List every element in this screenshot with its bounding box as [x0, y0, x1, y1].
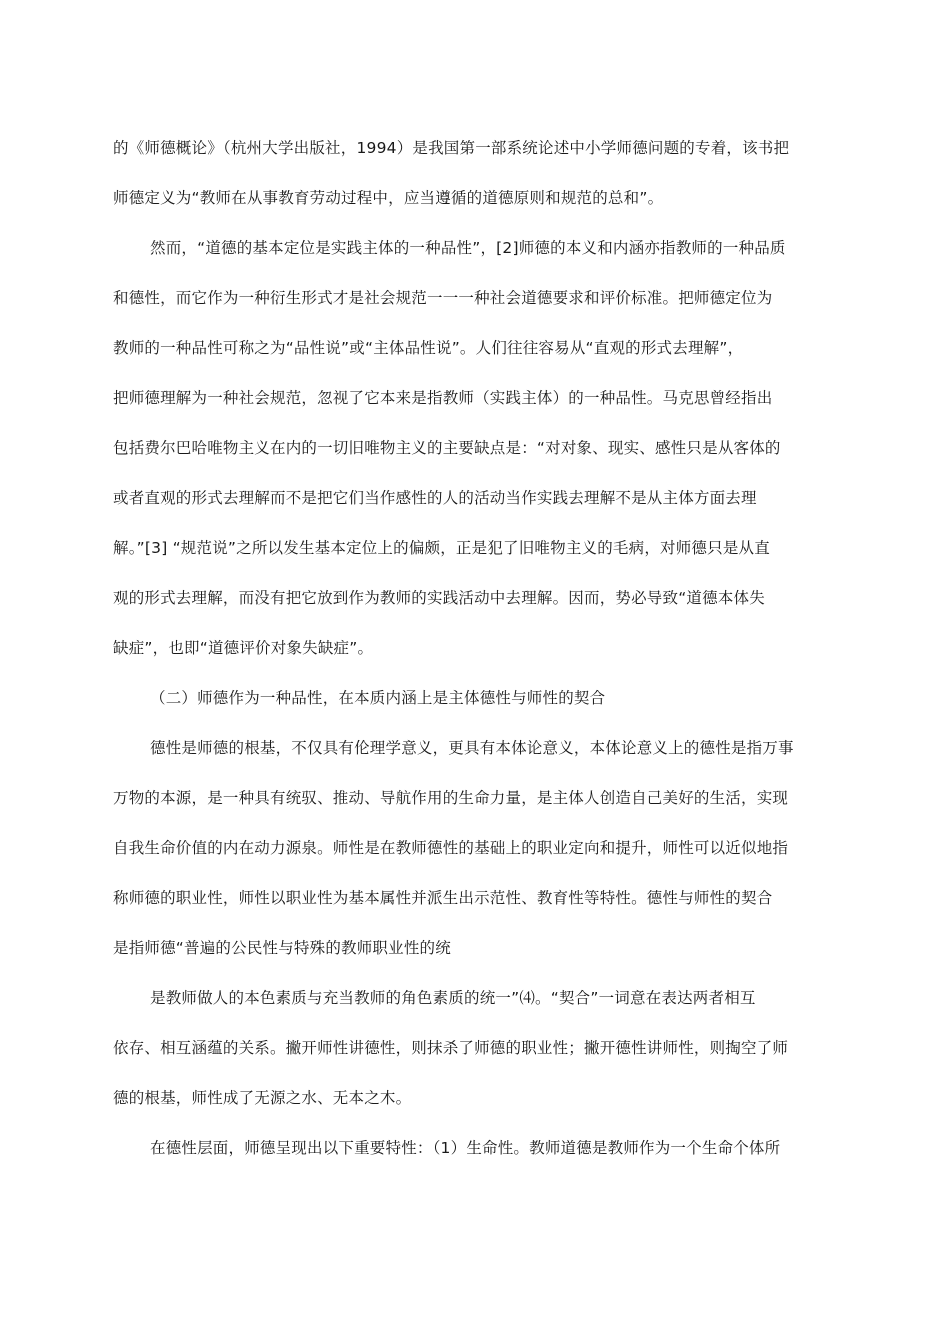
text-line: 万物的本源，是一种具有统驭、推动、导航作用的生命力量，是主体人创造自己美好的生活，实现 — [113, 789, 789, 807]
text-line: 把师德理解为一种社会规范，忽视了它本来是指教师（实践主体）的一种品性。马克思曾经指出 — [113, 389, 773, 407]
text-line: 观的形式去理解，而没有把它放到作为教师的实践活动中去理解。因而，势必导致“道德本体失 — [113, 589, 765, 607]
paragraph-start-line: 然而，“道德的基本定位是实践主体的一种品性”，[2]师德的本义和内涵亦指教师的一种品质 — [150, 239, 786, 257]
text-line: 和德性，而它作为一种衍生形式才是社会规范一一一种社会道德要求和评价标准。把师德定位为 — [113, 289, 773, 307]
paragraph-start-line: 德性是师德的根基，不仅具有伦理学意义，更具有本体论意义，本体论意义上的德性是指万事 — [150, 739, 794, 757]
text-line: 教师的一种品性可称之为“品性说”或“主体品性说”。人们往往容易从“直观的形式去理解”， — [113, 339, 744, 357]
paragraph-start-line: 是教师做人的本色素质与充当教师的角色素质的统一”⑷。“契合”一词意在表达两者相互 — [150, 989, 756, 1007]
text-line: 的《师德概论》（杭州大学出版社，1994）是我国第一部系统论述中小学师德问题的专着，该书把 — [113, 139, 790, 157]
text-line: 解。”[3] “规范说”之所以发生基本定位上的偏颇，正是犯了旧唯物主义的毛病，对师德只是从直 — [113, 539, 770, 557]
text-line: 称师德的职业性，师性以职业性为基本属性并派生出示范性、教育性等特性。德性与师性的契合 — [113, 889, 773, 907]
text-line: 依存、相互涵蕴的关系。撇开师性讲德性，则抹杀了师德的职业性；撇开德性讲师性，则掏空了师 — [113, 1039, 789, 1057]
text-line: 包括费尔巴哈唯物主义在内的一切旧唯物主义的主要缺点是：“对对象、现实、感性只是从客体的 — [113, 439, 781, 457]
section-heading: （二）师德作为一种品性，在本质内涵上是主体德性与师性的契合 — [150, 689, 606, 707]
text-line: 自我生命价值的内在动力源泉。师性是在教师德性的基础上的职业定向和提升，师性可以近似地指 — [113, 839, 789, 857]
text-line: 是指师德“普遍的公民性与特殊的教师职业性的统 — [113, 939, 451, 957]
paragraph-start-line: 在德性层面，师德呈现出以下重要特性：（1）生命性。教师道德是教师作为一个生命个体所 — [150, 1139, 781, 1157]
text-line: 德的根基，师性成了无源之水、无本之木。 — [113, 1089, 412, 1107]
text-line: 缺症”，也即“道德评价对象失缺症”。 — [113, 639, 374, 657]
text-line: 或者直观的形式去理解而不是把它们当作感性的人的活动当作实践去理解不是从主体方面去理 — [113, 489, 757, 507]
text-line: 师德定义为“教师在从事教育劳动过程中，应当遵循的道德原则和规范的总和”。 — [113, 189, 664, 207]
